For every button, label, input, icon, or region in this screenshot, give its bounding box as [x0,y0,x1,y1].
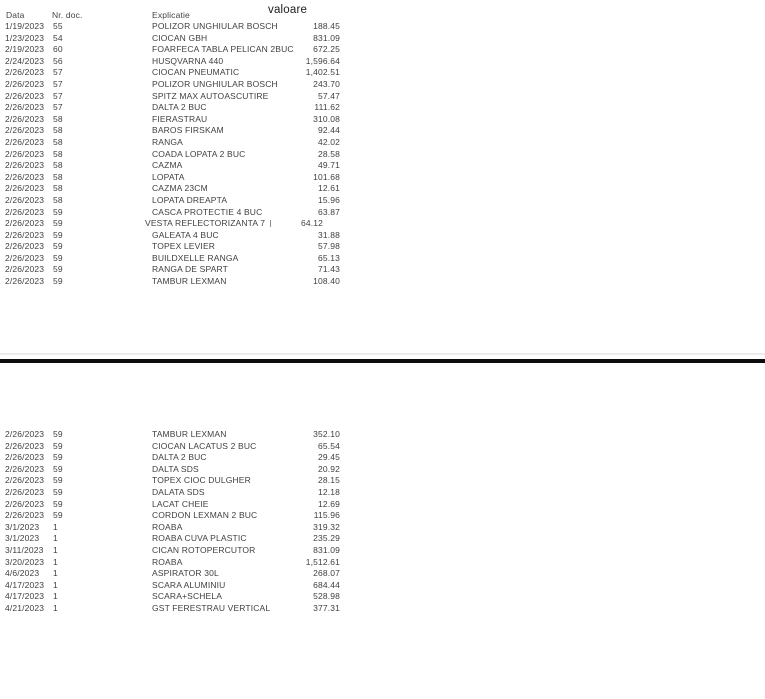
table-row [0,137,765,149]
row-description: POLIZOR UNGHIULAR BOSCH [152,78,278,89]
row-value: 101.68 [313,171,340,182]
table-row [0,207,765,219]
table-row [0,241,765,253]
row-date: 2/24/2023 [5,55,45,66]
row-doc-number: 59 [53,264,63,275]
table-row [0,218,765,230]
row-value: 188.45 [313,21,340,31]
row-description: BUILDXELLE RANGA [152,252,239,263]
table-row [0,114,765,126]
row-description: CIOCAN LACATUS 2 BUC [152,440,257,451]
row-value: 831.09 [313,544,340,555]
row-date: 2/19/2023 [5,44,45,55]
row-value: 115.96 [313,510,340,521]
row-value: 28.58 [317,148,340,159]
table-row [0,172,765,184]
row-description: DALATA SDS [152,486,205,497]
row-date: 2/26/2023 [5,136,45,147]
row-doc-number: 59 [53,475,63,486]
table-row [0,56,765,68]
row-description: TAMBUR LEXMAN [152,276,227,287]
page-2-rows [0,429,765,615]
row-value: 15.96 [317,194,340,205]
row-doc-number: 56 [53,55,63,66]
row-description: FIERASTRAU [152,113,208,124]
row-description: TOPEX CIOC DULGHER [152,475,251,486]
table-row [0,533,765,545]
row-date: 2/26/2023 [5,276,45,287]
table-row [0,44,765,56]
row-doc-number: 58 [53,125,63,136]
row-value: 310.08 [313,113,340,124]
row-date: 2/26/2023 [5,463,45,474]
table-row [0,102,765,114]
row-date: 2/26/2023 [5,160,45,171]
row-doc-number: 59 [53,452,63,463]
row-description: LOPATA [152,171,185,182]
row-value: 1,512.61 [305,556,340,567]
row-date: 2/26/2023 [5,486,45,497]
row-description: ROABA CUVA PLASTIC [152,533,247,544]
row-date: 2/26/2023 [5,440,45,451]
row-description: TAMBUR LEXMAN [152,429,227,439]
table-row [0,21,765,33]
row-doc-number: 1 [53,602,58,613]
table-row [0,522,765,534]
row-date: 2/26/2023 [5,252,45,263]
row-description: SPITZ MAX AUTOASCUTIRE [152,90,269,101]
row-value: 12.69 [317,498,340,509]
row-value: 31.88 [317,229,340,240]
row-description: ROABA [152,521,183,532]
row-description: LACAT CHEIE [152,498,209,509]
row-doc-number: 59 [53,429,63,439]
row-date: 2/26/2023 [5,78,45,89]
page-break-line [0,359,765,363]
row-doc-number: 1 [53,544,58,555]
table-row [0,195,765,207]
row-value: 92.44 [317,125,340,136]
row-doc-number: 59 [53,440,63,451]
row-date: 4/21/2023 [5,602,45,613]
row-description: SCARA+SCHELA [152,591,223,602]
row-doc-number: 58 [53,136,63,147]
table-row [0,429,765,441]
row-doc-number: 57 [53,90,63,101]
row-description: ASPIRATOR 30L [152,568,219,579]
table-row [0,510,765,522]
row-value: 65.54 [317,440,340,451]
row-doc-number: 59 [53,229,63,240]
row-date: 2/26/2023 [5,498,45,509]
row-description: CAZMA 23CM [152,183,208,194]
row-description: CIOCAN GBH [152,32,208,43]
row-date: 2/26/2023 [5,67,45,78]
table-header [0,0,765,20]
row-date: 2/26/2023 [5,229,45,240]
table-row [0,79,765,91]
table-row [0,452,765,464]
row-date: 2/26/2023 [5,241,45,252]
table-row [0,603,765,615]
table-row [0,557,765,569]
row-doc-number: 59 [53,218,63,229]
table-row [0,67,765,79]
row-date: 2/26/2023 [5,90,45,101]
row-description: FOARFECA TABLA PELICAN 2BUC [152,44,294,55]
row-doc-number: 59 [53,206,63,217]
table-row [0,487,765,499]
table-row [0,160,765,172]
column-header-data: Data [6,10,25,20]
table-row [0,464,765,476]
row-description: RANGA DE SPART [152,264,228,275]
column-header-explicatie: Explicatie [152,10,190,20]
row-description: LOPATA DREAPTA [152,194,228,205]
row-description: CICAN ROTOPERCUTOR [152,544,256,555]
row-value: 352.10 [313,429,340,439]
row-value: 28.15 [317,475,340,486]
row-date: 2/26/2023 [5,429,45,439]
row-doc-number: 58 [53,171,63,182]
row-date: 2/26/2023 [5,475,45,486]
row-value: 29.45 [317,452,340,463]
table-row [0,91,765,103]
row-date: 4/6/2023 [5,568,40,579]
table-row [0,125,765,137]
row-description: POLIZOR UNGHIULAR BOSCH [152,21,278,31]
row-description: SCARA ALUMINIU [152,579,226,590]
row-doc-number: 55 [53,21,63,31]
row-value: 42.02 [317,136,340,147]
row-value: 57.47 [317,90,340,101]
row-doc-number: 59 [53,486,63,497]
row-doc-number: 1 [53,533,58,544]
row-date: 2/26/2023 [5,102,45,113]
table-row [0,276,765,288]
row-date: 2/26/2023 [5,171,45,182]
table-row [0,264,765,276]
row-date: 2/26/2023 [5,113,45,124]
table-row [0,149,765,161]
row-value: 684.44 [313,579,340,590]
row-value: 1,596.64 [305,55,340,66]
row-value: 20.92 [317,463,340,474]
row-description: DALTA SDS [152,463,199,474]
row-value: 111.62 [314,102,340,113]
row-value: 268.07 [313,568,340,579]
row-date: 1/23/2023 [5,32,45,43]
row-value: 57.98 [317,241,340,252]
row-doc-number: 59 [53,463,63,474]
row-value: 319.32 [313,521,340,532]
row-doc-number: 54 [53,32,63,43]
row-description: COADA LOPATA 2 BUC [152,148,246,159]
row-doc-number: 57 [53,67,63,78]
row-description: CAZMA [152,160,183,171]
row-doc-number: 59 [53,241,63,252]
row-doc-number: 58 [53,194,63,205]
row-date: 2/26/2023 [5,206,45,217]
table-row [0,499,765,511]
row-value: 672.25 [313,44,340,55]
row-value: 243.70 [313,78,340,89]
row-doc-number: 60 [53,44,63,55]
row-value: 12.18 [317,486,340,497]
row-date: 2/26/2023 [5,183,45,194]
row-description: GST FERESTRAU VERTICAL [152,602,271,613]
row-doc-number: 58 [53,183,63,194]
row-doc-number: 1 [53,591,58,602]
row-description: CASCA PROTECTIE 4 BUC [152,206,263,217]
row-value: 63.87 [317,206,340,217]
row-value: 831.09 [313,32,340,43]
row-doc-number: 59 [53,252,63,263]
row-doc-number: 57 [53,78,63,89]
row-doc-number: 1 [53,556,58,567]
row-date: 2/26/2023 [5,452,45,463]
row-value: 71.43 [317,264,340,275]
row-date: 2/26/2023 [5,510,45,521]
row-doc-number: 58 [53,160,63,171]
row-value: 528.98 [313,591,340,602]
table-row [0,253,765,265]
table-row [0,441,765,453]
row-description: VESTA REFLECTORIZANTA 7 [145,218,271,228]
row-doc-number: 1 [53,568,58,579]
row-value: 1,402.51 [305,67,340,78]
row-doc-number: 59 [53,510,63,521]
page-edge-line [0,353,765,355]
row-date: 2/26/2023 [5,218,45,229]
row-date: 2/26/2023 [5,148,45,159]
page-1-rows [0,21,765,288]
table-row [0,545,765,557]
row-doc-number: 58 [53,113,63,124]
row-date: 2/26/2023 [5,264,45,275]
table-row [0,568,765,580]
column-header-nr-doc: Nr. doc. [52,10,83,20]
table-row [0,591,765,603]
row-description: CORDON LEXMAN 2 BUC [152,510,258,521]
table-row [0,183,765,195]
row-value: 235.29 [313,533,340,544]
row-date: 3/20/2023 [5,556,45,567]
row-doc-number: 1 [53,579,58,590]
row-date: 2/26/2023 [5,194,45,205]
row-date: 4/17/2023 [5,591,45,602]
row-doc-number: 57 [53,102,63,113]
row-description: HUSQVARNA 440 [152,55,224,66]
row-description: CIOCAN PNEUMATIC [152,67,240,78]
row-description: GALEATA 4 BUC [152,229,219,240]
row-date: 3/1/2023 [5,533,40,544]
row-description: ROABA [152,556,183,567]
column-header-valoare: valoare [268,4,308,16]
row-date: 2/26/2023 [5,125,45,136]
row-description: DALTA 2 BUC [152,102,207,113]
row-value: 65.13 [317,252,340,263]
row-doc-number: 1 [53,521,58,532]
table-row [0,33,765,45]
row-value: 12.61 [317,183,340,194]
table-row [0,475,765,487]
row-date: 1/19/2023 [5,21,45,31]
row-date: 3/11/2023 [5,544,44,555]
row-date: 4/17/2023 [5,579,45,590]
row-description: RANGA [152,136,183,147]
table-row [0,230,765,242]
row-doc-number: 59 [53,276,63,287]
row-doc-number: 59 [53,498,63,509]
row-value: 377.31 [313,602,340,613]
row-description: BAROS FIRSKAM [152,125,224,136]
row-doc-number: 58 [53,148,63,159]
row-value: 49.71 [317,160,340,171]
row-date: 3/1/2023 [5,521,40,532]
row-description: DALTA 2 BUC [152,452,207,463]
table-row [0,580,765,592]
row-description: TOPEX LEVIER [152,241,216,252]
row-value: 64.12 [300,218,323,229]
row-value: 108.40 [313,276,340,287]
